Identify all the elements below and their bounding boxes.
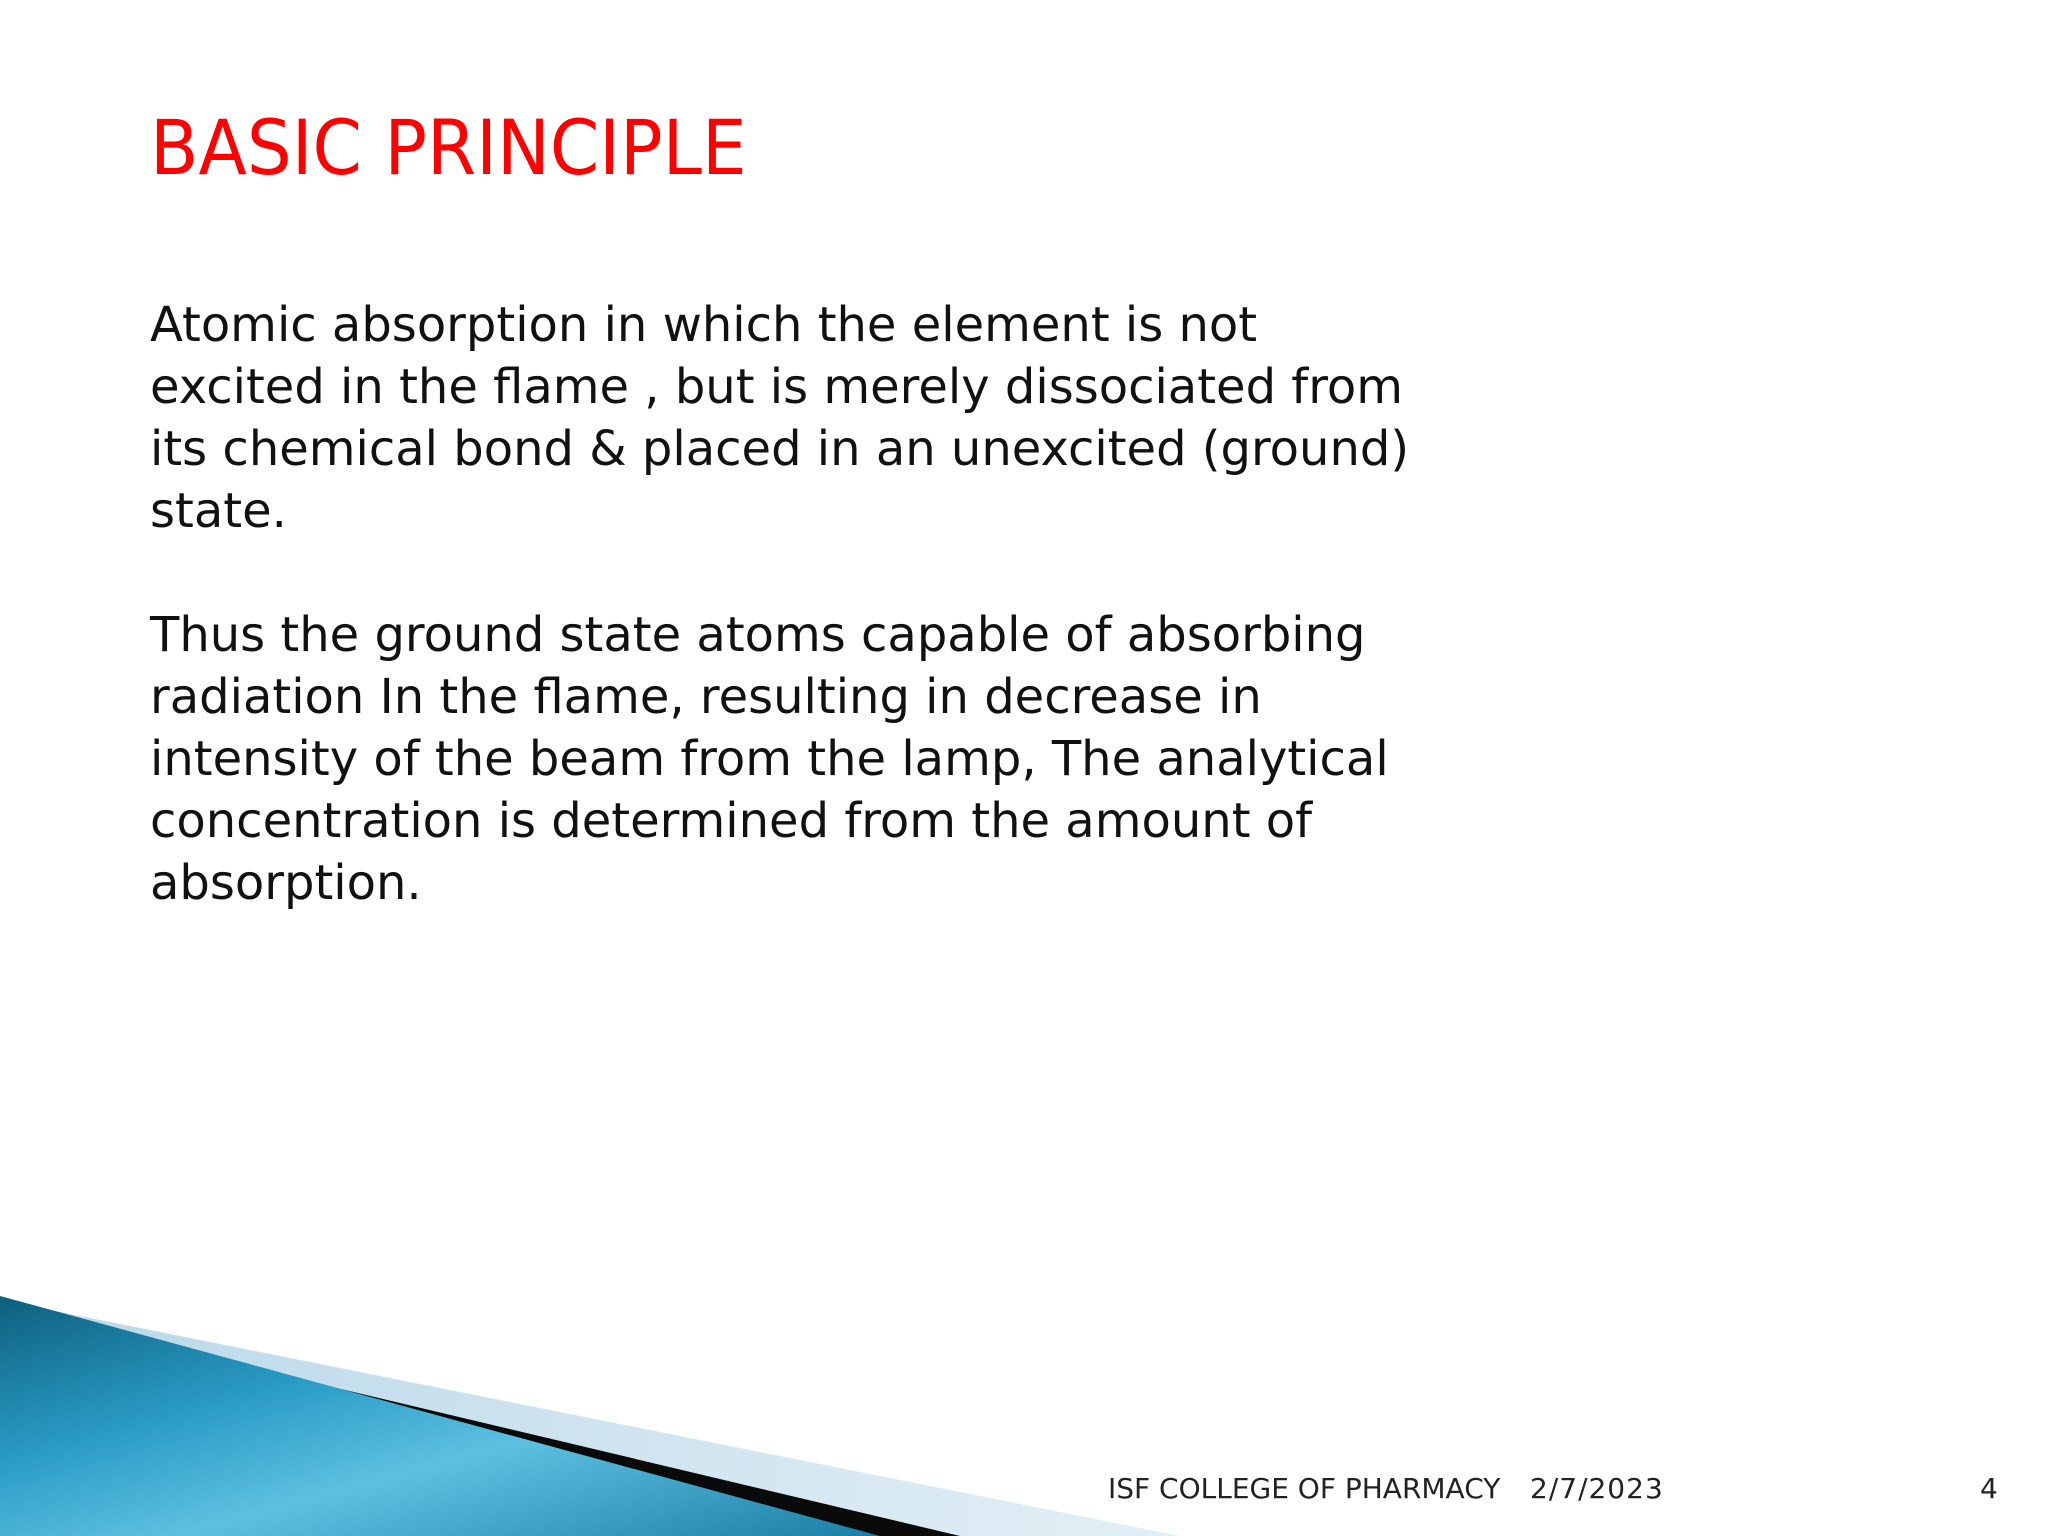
body-paragraph-1: Atomic absorption in which the element is not excited in the flame , but is merely dissociated from its chemical bond & placed in an unexcited (ground) state. [150,297,1410,539]
swoosh-blue-band [0,1296,880,1536]
footer-page-number: 4 [1980,1472,1998,1505]
footer-organization: ISF COLLEGE OF PHARMACY [1108,1472,1501,1505]
slide-title: BASIC PRINCIPLE [150,103,747,192]
slide-body [150,294,1480,976]
body-paragraph-2: Thus the ground state atoms capable of absorbing radiation In the flame, resulting in decrease in intensity of the beam from the lamp, The analytical concentration is determined from the amount of absorption. [150,607,1389,911]
footer-date: 2/7/2023 [1530,1472,1664,1505]
